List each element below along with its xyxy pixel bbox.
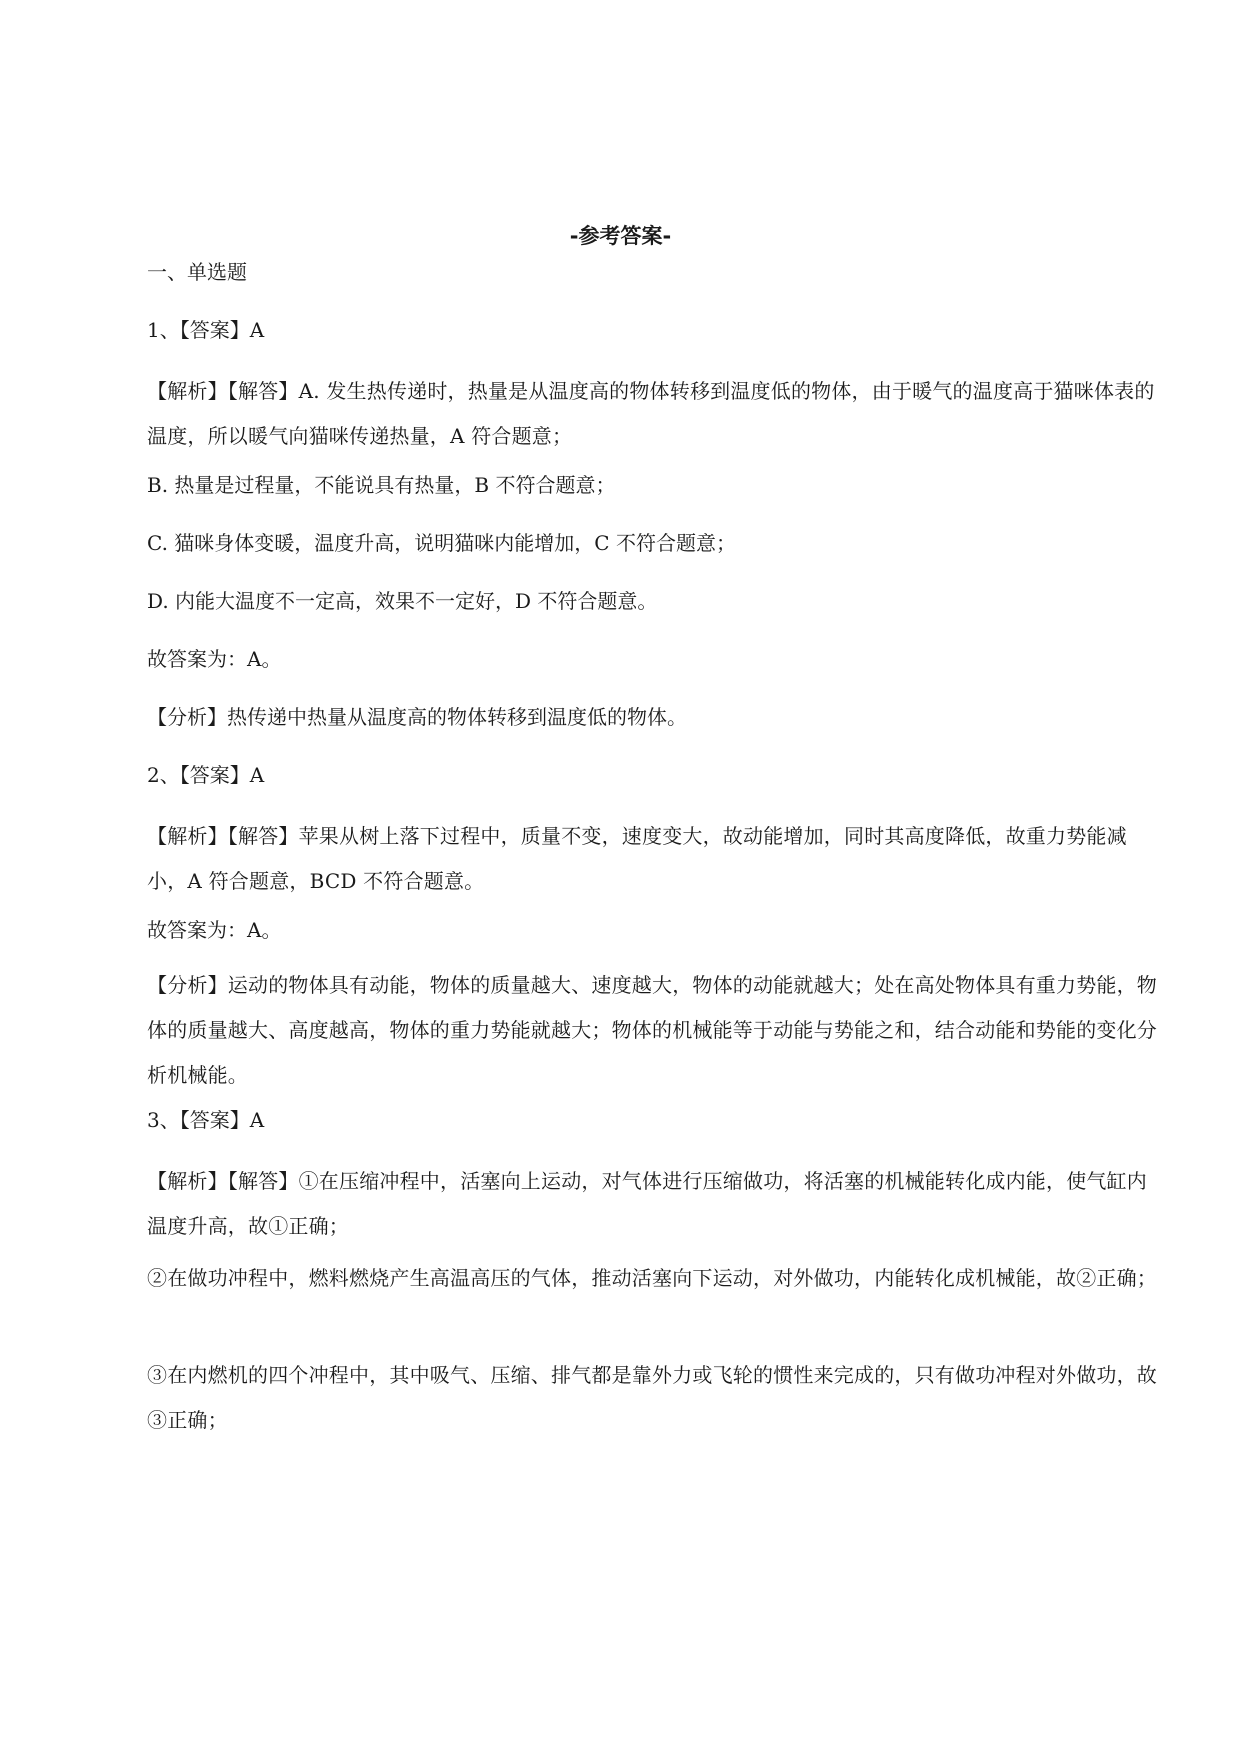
q3-item-2: ②在做功冲程中，燃料燃烧产生高温高压的气体，推动活塞向下运动，对外做功，内能转化成机械能，故②正确； — [147, 1266, 1157, 1290]
q2-answer: 2、【答案】A — [147, 763, 265, 787]
q1-analysis: 【解析】【解答】A. 发生热传递时，热量是从温度高的物体转移到温度低的物体，由于暖气的温度高于猫咪体表的温度，所以暖气向猫咪传递热量，A 符合题意； — [147, 379, 1155, 448]
q2-analysis: 【解析】【解答】苹果从树上落下过程中，质量不变，速度变大，故动能增加，同时其高度降低，故重力势能减小，A 符合题意，BCD 不符合题意。 — [147, 824, 1127, 893]
q3-analysis: 【解析】【解答】①在压缩冲程中，活塞向上运动，对气体进行压缩做功，将活塞的机械能转化成内能，使气缸内温度升高，故①正确； — [147, 1169, 1147, 1238]
page-title: -参考答案- — [569, 224, 672, 248]
q1-answer: 1、【答案】A — [147, 318, 265, 342]
q2-note: 【分析】运动的物体具有动能，物体的质量越大、速度越大，物体的动能就越大；处在高处物体具有重力势能，物体的质量越大、高度越高，物体的重力势能就越大；物体的机械能等于动能与势能之和，结合动能和势能的变化分析机械能。 — [147, 973, 1157, 1087]
q1-option-c: C. 猫咪身体变暖，温度升高，说明猫咪内能增加，C 不符合题意； — [147, 531, 736, 555]
q1-note: 【分析】热传递中热量从温度高的物体转移到温度低的物体。 — [147, 705, 687, 729]
q1-conclusion: 故答案为：A。 — [147, 647, 282, 671]
q3-answer: 3、【答案】A — [147, 1108, 265, 1132]
q2-conclusion: 故答案为：A。 — [147, 918, 282, 942]
q1-option-b: B. 热量是过程量，不能说具有热量，B 不符合题意； — [147, 473, 616, 497]
section-heading: 一、单选题 — [147, 260, 247, 284]
q1-option-d: D. 内能大温度不一定高，效果不一定好，D 不符合题意。 — [147, 589, 658, 613]
q3-item-3: ③在内燃机的四个冲程中，其中吸气、压缩、排气都是靠外力或飞轮的惯性来完成的，只有做功冲程对外做功，故③正确； — [147, 1363, 1157, 1432]
